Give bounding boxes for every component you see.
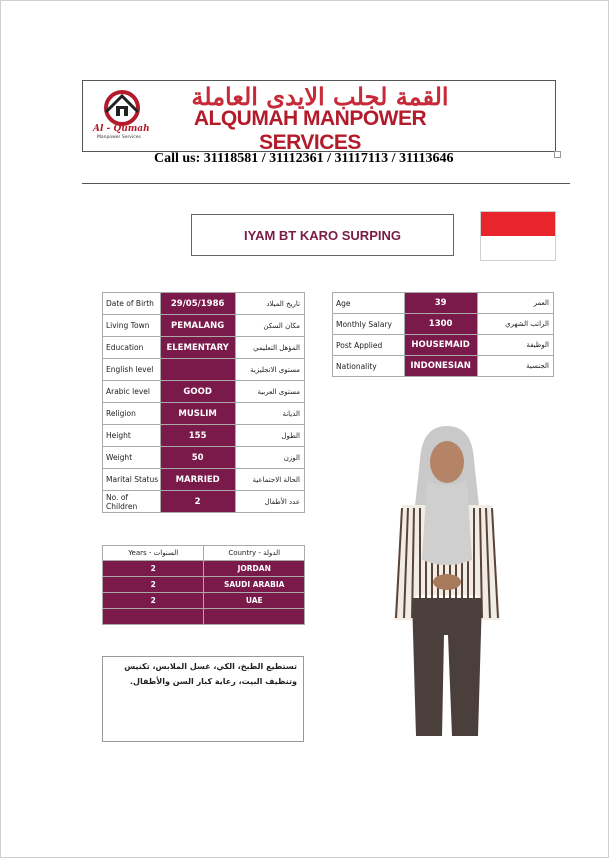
field-label: Monthly Salary — [333, 314, 405, 335]
field-value: 39 — [404, 293, 477, 314]
field-label: Nationality — [333, 356, 405, 377]
detail-row — [103, 359, 305, 381]
field-label-arabic: الوزن — [235, 447, 304, 469]
field-label: English level — [103, 359, 161, 381]
experience-row — [103, 577, 305, 593]
field-label-arabic: المؤهل التعليمي — [235, 337, 304, 359]
detail-row — [333, 356, 554, 377]
field-label-arabic: الجنسية — [477, 356, 553, 377]
field-label-arabic: عدد الأطفال — [235, 491, 304, 513]
experience-row — [103, 561, 305, 577]
field-value: GOOD — [160, 381, 235, 403]
detail-row — [103, 469, 305, 491]
detail-row — [103, 491, 305, 513]
years-header: Years - السنوات — [103, 546, 204, 561]
field-value: 2 — [160, 491, 235, 513]
logo-subtitle: Manpower Services — [97, 135, 141, 140]
field-label: Arabic level — [103, 381, 161, 403]
field-value: HOUSEMAID — [404, 335, 477, 356]
indonesia-flag-icon — [480, 211, 556, 261]
field-label-arabic: العمر — [477, 293, 553, 314]
field-label: No. of Children — [103, 491, 161, 513]
field-label-arabic: الحالة الاجتماعية — [235, 469, 304, 491]
detail-row — [103, 315, 305, 337]
skills-description: تستطيع الطبخ، الكي، غسل الملابس، تكنيس وتنظيف البيت، رعاية كبار السن والأطفال. — [102, 656, 304, 742]
logo-text: Al - Qumah — [93, 124, 150, 134]
experience-years: 2 — [103, 593, 204, 609]
candidate-photo — [372, 420, 522, 738]
field-label: Education — [103, 337, 161, 359]
field-label: Weight — [103, 447, 161, 469]
field-label-arabic: الوظيفة — [477, 335, 553, 356]
detail-row — [333, 293, 554, 314]
detail-row — [103, 425, 305, 447]
field-label: Religion — [103, 403, 161, 425]
experience-country: SAUDI ARABIA — [204, 577, 305, 593]
header-divider — [82, 183, 570, 184]
detail-row — [103, 293, 305, 315]
detail-row — [103, 447, 305, 469]
experience-table — [102, 545, 305, 625]
english-company-title: ALQUMAH MANPOWER SERVICES — [193, 107, 427, 154]
detail-row — [333, 335, 554, 356]
field-label: Age — [333, 293, 405, 314]
experience-years: 2 — [103, 561, 204, 577]
job-details-table — [332, 292, 554, 377]
detail-row — [103, 381, 305, 403]
field-label-arabic: مكان السكن — [235, 315, 304, 337]
experience-years: 2 — [103, 577, 204, 593]
country-header: Country - الدولة — [204, 546, 305, 561]
field-value: 29/05/1986 — [160, 293, 235, 315]
field-value — [160, 359, 235, 381]
experience-country: UAE — [204, 593, 305, 609]
experience-header-row — [103, 546, 305, 561]
field-value: PEMALANG — [160, 315, 235, 337]
corner-marker — [554, 151, 561, 158]
field-label-arabic: تاريخ الميلاد — [235, 293, 304, 315]
field-label-arabic: مستوى الانجليزية — [235, 359, 304, 381]
detail-row — [103, 337, 305, 359]
field-value: 50 — [160, 447, 235, 469]
experience-row — [103, 609, 305, 625]
experience-country — [204, 609, 305, 625]
field-value: MUSLIM — [160, 403, 235, 425]
field-label-arabic: الطول — [235, 425, 304, 447]
detail-row — [333, 314, 554, 335]
field-value: MARRIED — [160, 469, 235, 491]
call-us-numbers: Call us: 31118581 / 31112361 / 31117113 / 31113646 — [154, 151, 454, 166]
experience-row — [103, 593, 305, 609]
field-label-arabic: الراتب الشهري — [477, 314, 553, 335]
field-label: Date of Birth — [103, 293, 161, 315]
field-value: 1300 — [404, 314, 477, 335]
experience-years — [103, 609, 204, 625]
field-value: INDONESIAN — [404, 356, 477, 377]
personal-details-table — [102, 292, 305, 513]
field-label: Living Town — [103, 315, 161, 337]
candidate-name: IYAM BT KARO SURPING — [191, 214, 454, 256]
field-label: Marital Status — [103, 469, 161, 491]
field-label-arabic: الديانة — [235, 403, 304, 425]
field-label: Height — [103, 425, 161, 447]
detail-row — [103, 403, 305, 425]
experience-country: JORDAN — [204, 561, 305, 577]
arabic-company-title: القمة لجلب الايدى العاملة — [191, 82, 449, 111]
field-label-arabic: مستوى العربية — [235, 381, 304, 403]
field-label: Post Applied — [333, 335, 405, 356]
field-value: 155 — [160, 425, 235, 447]
field-value: ELEMENTARY — [160, 337, 235, 359]
